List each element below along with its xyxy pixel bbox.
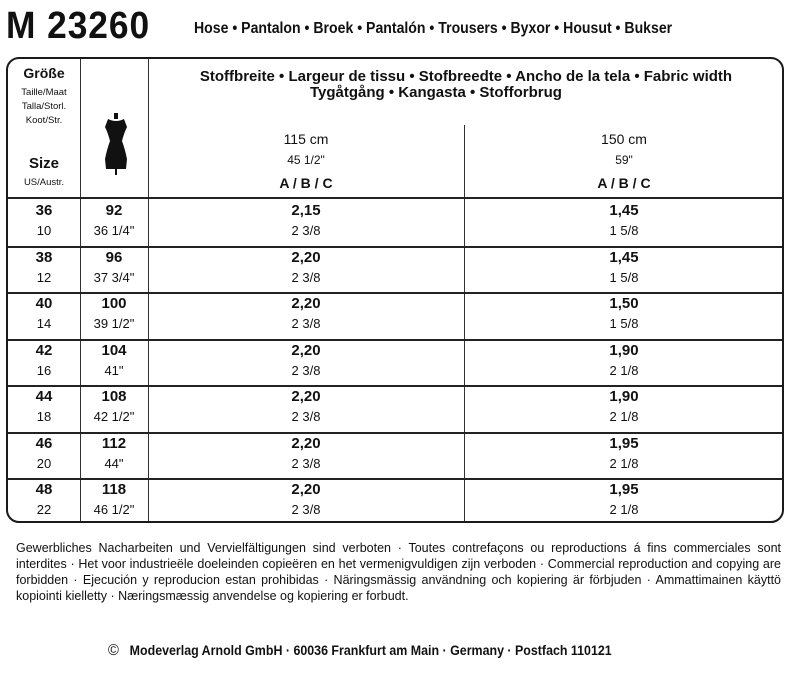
col1-yards: 2 3/8	[291, 409, 321, 424]
size-eu: 40	[35, 295, 53, 312]
col1-width-in: 45 1/2"	[287, 153, 325, 167]
col2-width-in: 59"	[615, 153, 633, 167]
hip-in: 44"	[104, 455, 124, 471]
col2-meters: 1,45	[609, 248, 639, 266]
hip-in: 37 3/4"	[93, 269, 135, 285]
col1-meters: 2,20	[291, 295, 321, 312]
col1-meters: 2,20	[291, 434, 321, 452]
col1-meters: 2,20	[291, 248, 321, 266]
col2-meters: 1,45	[609, 202, 639, 219]
size-eu: 46	[35, 434, 53, 452]
hip-in: 41"	[104, 362, 124, 378]
col2-views: A / B / C	[597, 175, 651, 191]
fabric-width-label: Stoffbreite • Largeur de tissu • Stofbreedte • Ancho de la tela • Fabric width	[199, 68, 733, 85]
col1-views: A / B / C	[279, 175, 333, 191]
size-label-fi-da: Koot/Str.	[25, 115, 63, 126]
table-row	[8, 432, 782, 479]
hip-cm: 112	[101, 434, 127, 452]
hip-in: 46 1/2"	[93, 502, 135, 517]
size-us: 10	[36, 223, 52, 238]
hip-cm: 100	[101, 295, 127, 312]
col2-yards: 1 5/8	[609, 269, 639, 285]
size-us: 12	[36, 269, 52, 285]
hip-in: 36 1/4"	[93, 223, 135, 238]
table-row	[8, 478, 782, 523]
size-us-title: Size	[28, 155, 59, 172]
size-label-fr-nl: Taille/Maat	[21, 87, 67, 98]
col2-width-cm: 150 cm	[601, 131, 647, 147]
col2-yards: 1 5/8	[609, 223, 639, 238]
col2-yards: 2 1/8	[609, 362, 639, 378]
hip-in: 39 1/2"	[93, 316, 135, 331]
size-eu: 44	[35, 388, 53, 405]
publisher-footer	[108, 642, 612, 660]
hip-cm: 118	[101, 481, 127, 498]
size-us: 22	[36, 502, 52, 517]
yardage-table	[6, 57, 784, 523]
col1-meters: 2,20	[291, 388, 321, 405]
size-eu: 38	[35, 248, 53, 266]
dress-form-icon	[102, 113, 130, 177]
size-us: 20	[36, 455, 52, 471]
hip-cm: 92	[105, 202, 123, 219]
col2-yards: 2 1/8	[609, 502, 639, 517]
size-us: 16	[36, 362, 52, 378]
col2-meters: 1,50	[609, 295, 639, 312]
hip-cm: 96	[105, 248, 123, 266]
col1-yards: 2 3/8	[291, 316, 321, 331]
col2-yards: 2 1/8	[609, 455, 639, 471]
pattern-number: M 23260	[6, 5, 151, 47]
col1-meters: 2,20	[291, 341, 321, 359]
table-row	[8, 199, 782, 246]
header	[6, 6, 786, 46]
col1-yards: 2 3/8	[291, 269, 321, 285]
col1-yards: 2 3/8	[291, 455, 321, 471]
size-label-es-sv: Talla/Storl.	[21, 101, 67, 112]
hip-cm: 108	[101, 388, 127, 405]
copyright-symbol: ©	[108, 642, 119, 659]
col2-meters: 1,95	[609, 481, 639, 498]
garment-names: Hose • Pantalon • Broek • Pantalón • Trousers • Byxor • Housut • Bukser	[194, 20, 673, 37]
col1-meters: 2,15	[291, 202, 321, 219]
size-eu: 36	[35, 202, 53, 219]
col1-width-cm: 115 cm	[283, 131, 329, 147]
col1-yards: 2 3/8	[291, 362, 321, 378]
col1-meters: 2,20	[291, 481, 321, 498]
table-row	[8, 339, 782, 386]
size-us: 18	[36, 409, 52, 424]
table-row	[8, 385, 782, 432]
size-us-sub: US/Austr.	[23, 177, 65, 188]
col2-yards: 1 5/8	[609, 316, 639, 331]
size-us: 14	[36, 316, 52, 331]
col2-meters: 1,95	[609, 434, 639, 452]
col1-yards: 2 3/8	[291, 223, 321, 238]
table-row	[8, 246, 782, 293]
hip-in: 42 1/2"	[93, 409, 135, 424]
col1-yards: 2 3/8	[291, 502, 321, 517]
size-label-de: Größe	[23, 65, 65, 81]
table-row	[8, 292, 782, 339]
size-eu: 42	[35, 341, 53, 359]
size-eu: 48	[35, 481, 53, 498]
publisher-address: Modeverlag Arnold GmbH · 60036 Frankfurt am Main · Germany · Postfach 110121	[129, 643, 612, 658]
copyright-notice: Gewerbliches Nacharbeiten und Vervielfältigungen sind verboten · Toutes contrefaçons ou reproductions á fins commerciales sont interdites · Het voor industrieële doeleinden copieëren en het vermenigvuldigen zijn verboden · Commercial reproduction and copying are forbidden · Ejecución y reproducion estan prohibidas · Näringsmässig användning och kopiering är förbjuden · Ammattimainen käyttö kopiointi kielletty · Næringsmæssig anvendelse og kopiering er forbudt.	[16, 541, 781, 603]
col2-yards: 2 1/8	[609, 409, 639, 424]
col2-meters: 1,90	[609, 341, 639, 359]
fabric-width-label-2: Tygåtgång • Kangasta • Stofforbrug	[310, 84, 562, 101]
hip-cm: 104	[101, 341, 127, 359]
col2-meters: 1,90	[609, 388, 639, 405]
